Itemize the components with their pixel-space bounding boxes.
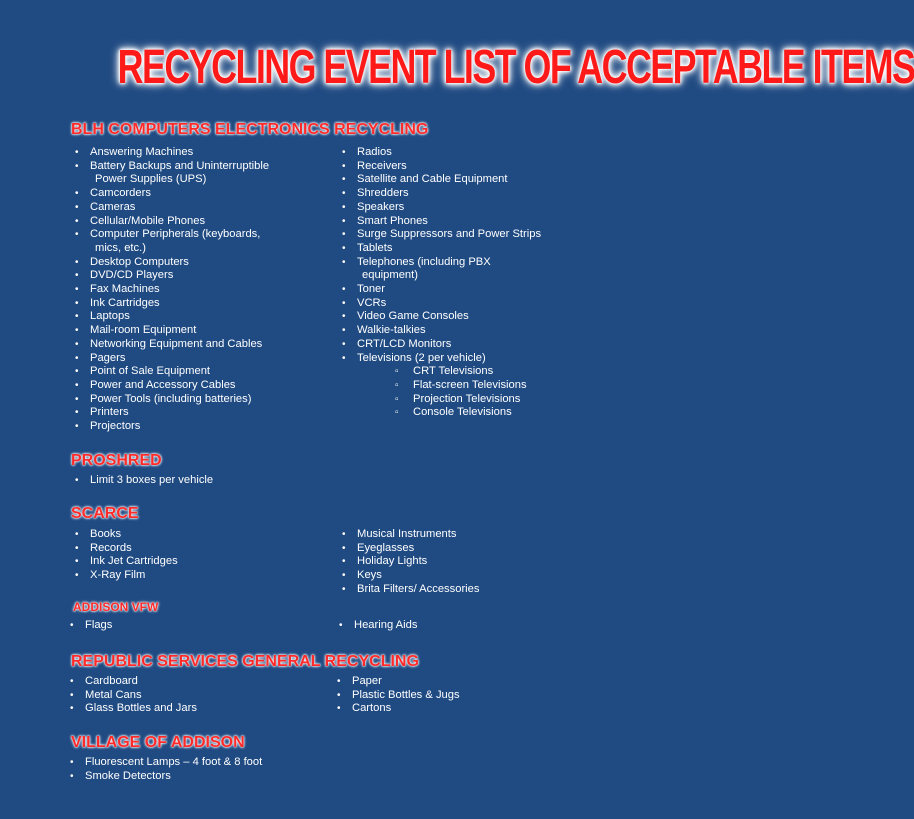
list-item: • Plastic Bottles & Jugs <box>333 689 593 703</box>
list-item: • Laptops <box>71 310 331 324</box>
list-item: • Video Game Consoles <box>338 310 598 324</box>
list-item: • Televisions (2 per vehicle) ▫ CRT Televisions ▫ Flat-screen Televisions ▫ Projection Televisions ▫ Console Televisions <box>338 352 598 421</box>
list-item: • Mail-room Equipment <box>71 324 331 338</box>
list-item: • Holiday Lights <box>338 555 598 569</box>
list-item: • Flags <box>66 619 326 633</box>
scarce-list-left <box>71 528 331 583</box>
section-heading-scarce: SCARCE <box>71 505 139 522</box>
list-item: • Desktop Computers <box>71 256 331 270</box>
section-heading-blh: BLH COMPUTERS ELECTRONICS RECYCLING <box>71 121 429 138</box>
republic-list-left <box>66 675 326 716</box>
list-item: • Power Tools (including batteries) <box>71 393 331 407</box>
list-item: • Power and Accessory Cables <box>71 379 331 393</box>
list-item: • Satellite and Cable Equipment <box>338 173 598 187</box>
scarce-list-right <box>338 528 598 597</box>
list-item: • Receivers <box>338 160 598 174</box>
list-item: • CRT/LCD Monitors <box>338 338 598 352</box>
list-item: • Camcorders <box>71 187 331 201</box>
section-heading-addison-vfw: ADDISON VFW <box>73 600 159 614</box>
list-item: • Projectors <box>71 420 331 434</box>
list-item: • Limit 3 boxes per vehicle <box>71 474 331 488</box>
list-item: • Hearing Aids <box>335 619 595 633</box>
list-item: • Shredders <box>338 187 598 201</box>
sub-list-item: ▫ Console Televisions <box>357 406 598 420</box>
list-item: • Cardboard <box>66 675 326 689</box>
list-item: • Books <box>71 528 331 542</box>
list-item: • VCRs <box>338 297 598 311</box>
list-item: • Keys <box>338 569 598 583</box>
list-item: • Glass Bottles and Jars <box>66 702 326 716</box>
list-item: • Eyeglasses <box>338 542 598 556</box>
list-item: • Smoke Detectors <box>66 770 366 784</box>
main-title: RECYCLING EVENT LIST OF ACCEPTABLE ITEMS <box>117 38 914 94</box>
list-item: • Ink Jet Cartridges <box>71 555 331 569</box>
blh-list-left <box>71 146 331 434</box>
list-item: • Fax Machines <box>71 283 331 297</box>
list-item: • Battery Backups and Uninterruptible Power Supplies (UPS) <box>71 160 331 187</box>
list-item: • Radios <box>338 146 598 160</box>
list-item: • Cartons <box>333 702 593 716</box>
list-item: • Records <box>71 542 331 556</box>
list-item: • Networking Equipment and Cables <box>71 338 331 352</box>
village-list <box>66 756 366 783</box>
section-heading-republic: REPUBLIC SERVICES GENERAL RECYCLING <box>71 653 419 670</box>
addison-vfw-list-right <box>335 619 595 633</box>
list-item: • Smart Phones <box>338 215 598 229</box>
sub-list-item: ▫ Projection Televisions <box>357 393 598 407</box>
list-item: • Telephones (including PBX equipment) <box>338 256 598 283</box>
list-item: • Surge Suppressors and Power Strips <box>338 228 598 242</box>
list-item: • Paper <box>333 675 593 689</box>
list-item: • Metal Cans <box>66 689 326 703</box>
section-heading-proshred: PROSHRED <box>71 452 162 469</box>
list-item: • Printers <box>71 406 331 420</box>
list-item: • Toner <box>338 283 598 297</box>
list-item: • Pagers <box>71 352 331 366</box>
list-item: • Ink Cartridges <box>71 297 331 311</box>
list-item: • Musical Instruments <box>338 528 598 542</box>
sub-list-item: ▫ CRT Televisions <box>357 365 598 379</box>
list-item: • Cameras <box>71 201 331 215</box>
list-item: • Fluorescent Lamps – 4 foot & 8 foot <box>66 756 366 770</box>
list-item: • Tablets <box>338 242 598 256</box>
list-item: • Computer Peripherals (keyboards, mics, etc.) <box>71 228 331 255</box>
section-heading-village: VILLAGE OF ADDISON <box>71 734 245 751</box>
list-item: • Speakers <box>338 201 598 215</box>
list-item: • X-Ray Film <box>71 569 331 583</box>
blh-list-right <box>338 146 598 420</box>
addison-vfw-list-left <box>66 619 326 633</box>
list-item: • Point of Sale Equipment <box>71 365 331 379</box>
list-item: • Brita Filters/ Accessories <box>338 583 598 597</box>
list-item: • DVD/CD Players <box>71 269 331 283</box>
list-item: • Walkie-talkies <box>338 324 598 338</box>
televisions-sublist <box>357 365 598 420</box>
list-item: • Answering Machines <box>71 146 331 160</box>
proshred-list <box>71 474 331 488</box>
sub-list-item: ▫ Flat-screen Televisions <box>357 379 598 393</box>
list-item: • Cellular/Mobile Phones <box>71 215 331 229</box>
republic-list-right <box>333 675 593 716</box>
